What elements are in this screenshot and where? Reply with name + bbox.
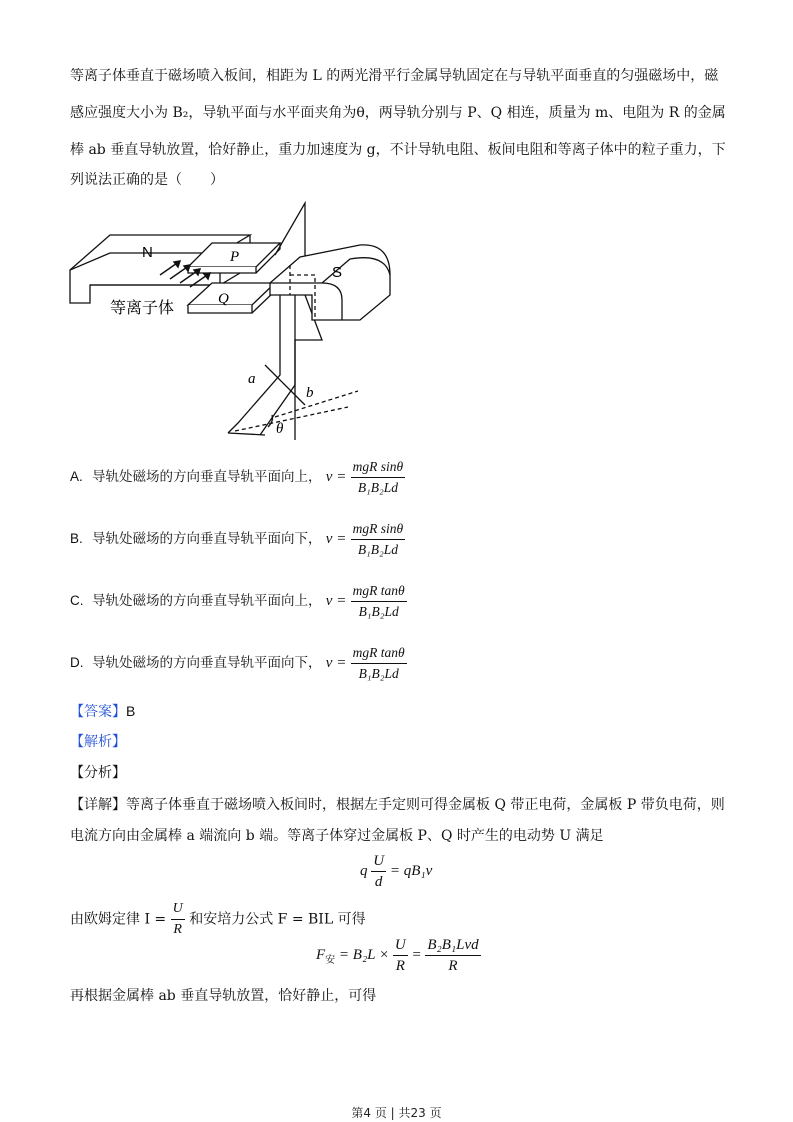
option-label: B. bbox=[70, 531, 83, 546]
option-label: C. bbox=[70, 593, 84, 608]
question-line-1: 等离子体垂直于磁场喷入板间，相距为 L 的两光滑平行金属导轨固定在与导轨平面垂直的匀强磁场中，磁 bbox=[70, 68, 719, 84]
option-text: 导轨处磁场的方向垂直导轨平面向下， bbox=[92, 531, 322, 547]
page-footer: 第4 页 | 共23 页 bbox=[351, 1106, 442, 1120]
question-line-2: 感应强度大小为 B₂，导轨平面与水平面夹角为θ，两导轨分别与 P、Q 相连，质量为 m、电阻为 R 的金属 bbox=[70, 105, 726, 121]
option-text: 导轨处磁场的方向垂直导轨平面向下， bbox=[92, 655, 322, 671]
option-text: 导轨处磁场的方向垂直导轨平面向上， bbox=[92, 593, 322, 609]
question-line-3: 棒 ab 垂直导轨放置，恰好静止，重力加速度为 g，不计导轨电阻、板间电阻和等离子体中的粒子重力，下 bbox=[70, 142, 726, 158]
question-line-4: 列说法正确的是（ ） bbox=[70, 172, 224, 188]
option-a[interactable] bbox=[70, 458, 405, 497]
option-b[interactable] bbox=[70, 520, 405, 559]
physics-figure bbox=[60, 195, 410, 445]
equation-2: $F_安 = B_2L$ × $\frac{U}{R}$ = $\frac{\text{B₂B₁Lvd}}{R}$ bbox=[316, 937, 479, 974]
label-n: N bbox=[142, 244, 153, 261]
detail-last-line: 再根据金属棒 ab 垂直导轨放置，恰好静止，可得 bbox=[70, 988, 377, 1004]
label-a: a bbox=[248, 371, 256, 387]
option-fraction: $\frac{\text{mgR tanθ}}{\text{B₁B₂Ld}}$ bbox=[352, 583, 405, 619]
option-fraction: $\frac{\text{mgR sinθ}}{\text{B₁B₂Ld}}$ bbox=[352, 459, 404, 495]
label-s: S bbox=[332, 264, 343, 281]
detail-line-1: 【详解】等离子体垂直于磁场喷入板间时，根据左手定则可得金属板 Q 带正电荷，金属板 P 带负电荷，则 bbox=[70, 797, 725, 813]
option-c[interactable] bbox=[70, 582, 407, 621]
analysis-tag: 【解析】 bbox=[70, 734, 126, 750]
label-q: Q bbox=[218, 291, 229, 307]
option-lhs: v = bbox=[325, 593, 347, 609]
label-plasma: 等离子体 bbox=[110, 298, 175, 317]
option-label: D. bbox=[70, 655, 84, 670]
option-lhs: v = bbox=[325, 531, 347, 547]
option-fraction: $\frac{\text{mgR tanθ}}{\text{B₁B₂Ld}}$ bbox=[352, 645, 405, 681]
answer-tag: 【答案】 bbox=[70, 704, 126, 720]
label-p: P bbox=[230, 249, 240, 265]
fenxi-tag: 【分析】 bbox=[70, 765, 126, 781]
option-lhs: v = bbox=[325, 469, 347, 485]
detail-line-2: 电流方向由金属棒 a 端流向 b 端。等离子体穿过金属板 P、Q 时产生的电动势 U 满足 bbox=[70, 828, 604, 844]
option-lhs: v = bbox=[325, 655, 347, 671]
answer-value: B bbox=[126, 703, 136, 719]
ohm-line: 由欧姆定律 I = $\frac{U}{R}$ 和安培力公式 F = BIL 可得 bbox=[70, 901, 366, 937]
detail-tag: 【详解】 bbox=[70, 797, 126, 813]
option-text: 导轨处磁场的方向垂直导轨平面向上， bbox=[92, 469, 322, 485]
label-b: b bbox=[306, 385, 314, 401]
label-theta: θ bbox=[276, 421, 284, 437]
option-fraction: $\frac{\text{mgR sinθ}}{\text{B₁B₂Ld}}$ bbox=[352, 521, 404, 557]
equation-1: q $\frac{U}{d}$ = qB₁v bbox=[360, 853, 433, 890]
answer-line bbox=[70, 701, 135, 722]
option-d[interactable] bbox=[70, 644, 407, 683]
option-label: A. bbox=[70, 469, 83, 484]
